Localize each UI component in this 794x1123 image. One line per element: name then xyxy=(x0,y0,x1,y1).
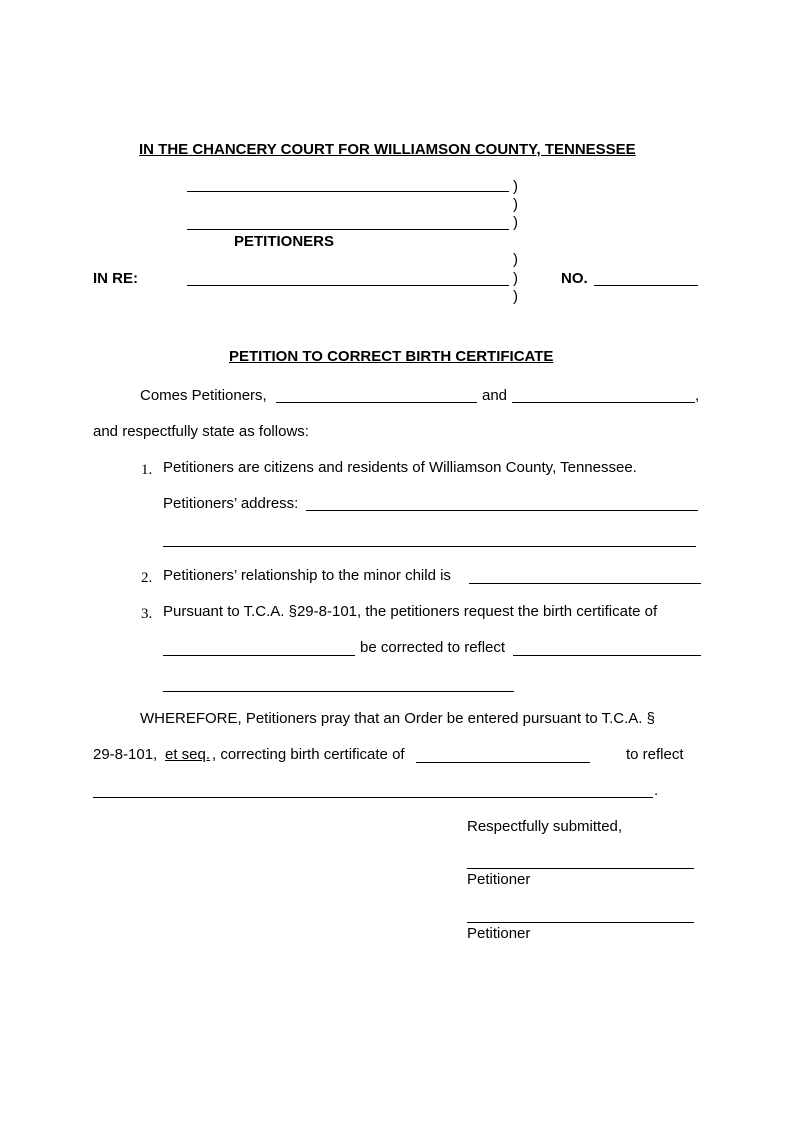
petitioner-name-line-2[interactable] xyxy=(187,229,509,230)
address-line-2[interactable] xyxy=(163,546,696,547)
case-number-line[interactable] xyxy=(594,285,698,286)
address-line-1[interactable] xyxy=(306,510,698,511)
court-heading: IN THE CHANCERY COURT FOR WILLIAMSON COUNTY, TENNESSEE xyxy=(139,141,636,158)
relationship-line[interactable] xyxy=(469,583,701,584)
et-seq: et seq. xyxy=(165,746,211,763)
caption-paren: ) xyxy=(513,196,518,213)
item-number: 2. xyxy=(141,570,153,586)
item-text: Petitioners are citizens and residents of Williamson County, Tennessee. xyxy=(163,459,637,476)
signature-line-1[interactable] xyxy=(467,868,694,869)
caption-paren: ) xyxy=(513,288,518,305)
wherefore-line-1: WHEREFORE, Petitioners pray that an Order be entered pursuant to T.C.A. § xyxy=(140,710,655,727)
item-text: Pursuant to T.C.A. §29-8-101, the petitioners request the birth certificate of xyxy=(163,603,658,620)
item-text: Petitioners’ relationship to the minor child is xyxy=(163,567,451,584)
child-name-line[interactable] xyxy=(163,655,355,656)
in-re-label: IN RE: xyxy=(93,270,138,287)
petitioners-label: PETITIONERS xyxy=(234,233,335,250)
corrected-text: be corrected to reflect xyxy=(360,639,506,656)
petitioner-2-line[interactable] xyxy=(512,402,695,403)
petitioner-name-line-1[interactable] xyxy=(187,191,509,192)
wherefore-middle: , correcting birth certificate of xyxy=(212,746,405,763)
caption-paren: ) xyxy=(513,251,518,268)
in-re-line[interactable] xyxy=(187,285,509,286)
case-number-label: NO. xyxy=(561,270,588,287)
petitioner-signature-label: Petitioner xyxy=(467,925,531,942)
to-reflect: to reflect xyxy=(626,746,684,763)
correction-line-1[interactable] xyxy=(513,655,701,656)
reflect-line[interactable] xyxy=(93,797,653,798)
birth-cert-name-line[interactable] xyxy=(416,762,590,763)
caption-paren: ) xyxy=(513,270,518,287)
correction-line-2[interactable] xyxy=(163,691,514,692)
wherefore-period: . xyxy=(654,782,659,799)
petitioner-signature-label: Petitioner xyxy=(467,871,531,888)
item-number: 1. xyxy=(141,462,153,478)
address-label: Petitioners’ address: xyxy=(163,495,299,512)
petition-title: PETITION TO CORRECT BIRTH CERTIFICATE xyxy=(229,348,554,365)
wherefore-prefix: 29-8-101, xyxy=(93,746,158,763)
signature-line-2[interactable] xyxy=(467,922,694,923)
respectfully-submitted: Respectfully submitted, xyxy=(467,818,623,835)
intro-state: and respectfully state as follows: xyxy=(93,423,309,440)
intro-comes: Comes Petitioners, xyxy=(140,387,267,404)
caption-paren: ) xyxy=(513,214,518,231)
intro-and: and xyxy=(482,387,508,404)
intro-comma: , xyxy=(695,387,700,404)
caption-paren: ) xyxy=(513,178,518,195)
petitioner-1-line[interactable] xyxy=(276,402,477,403)
item-number: 3. xyxy=(141,606,153,622)
